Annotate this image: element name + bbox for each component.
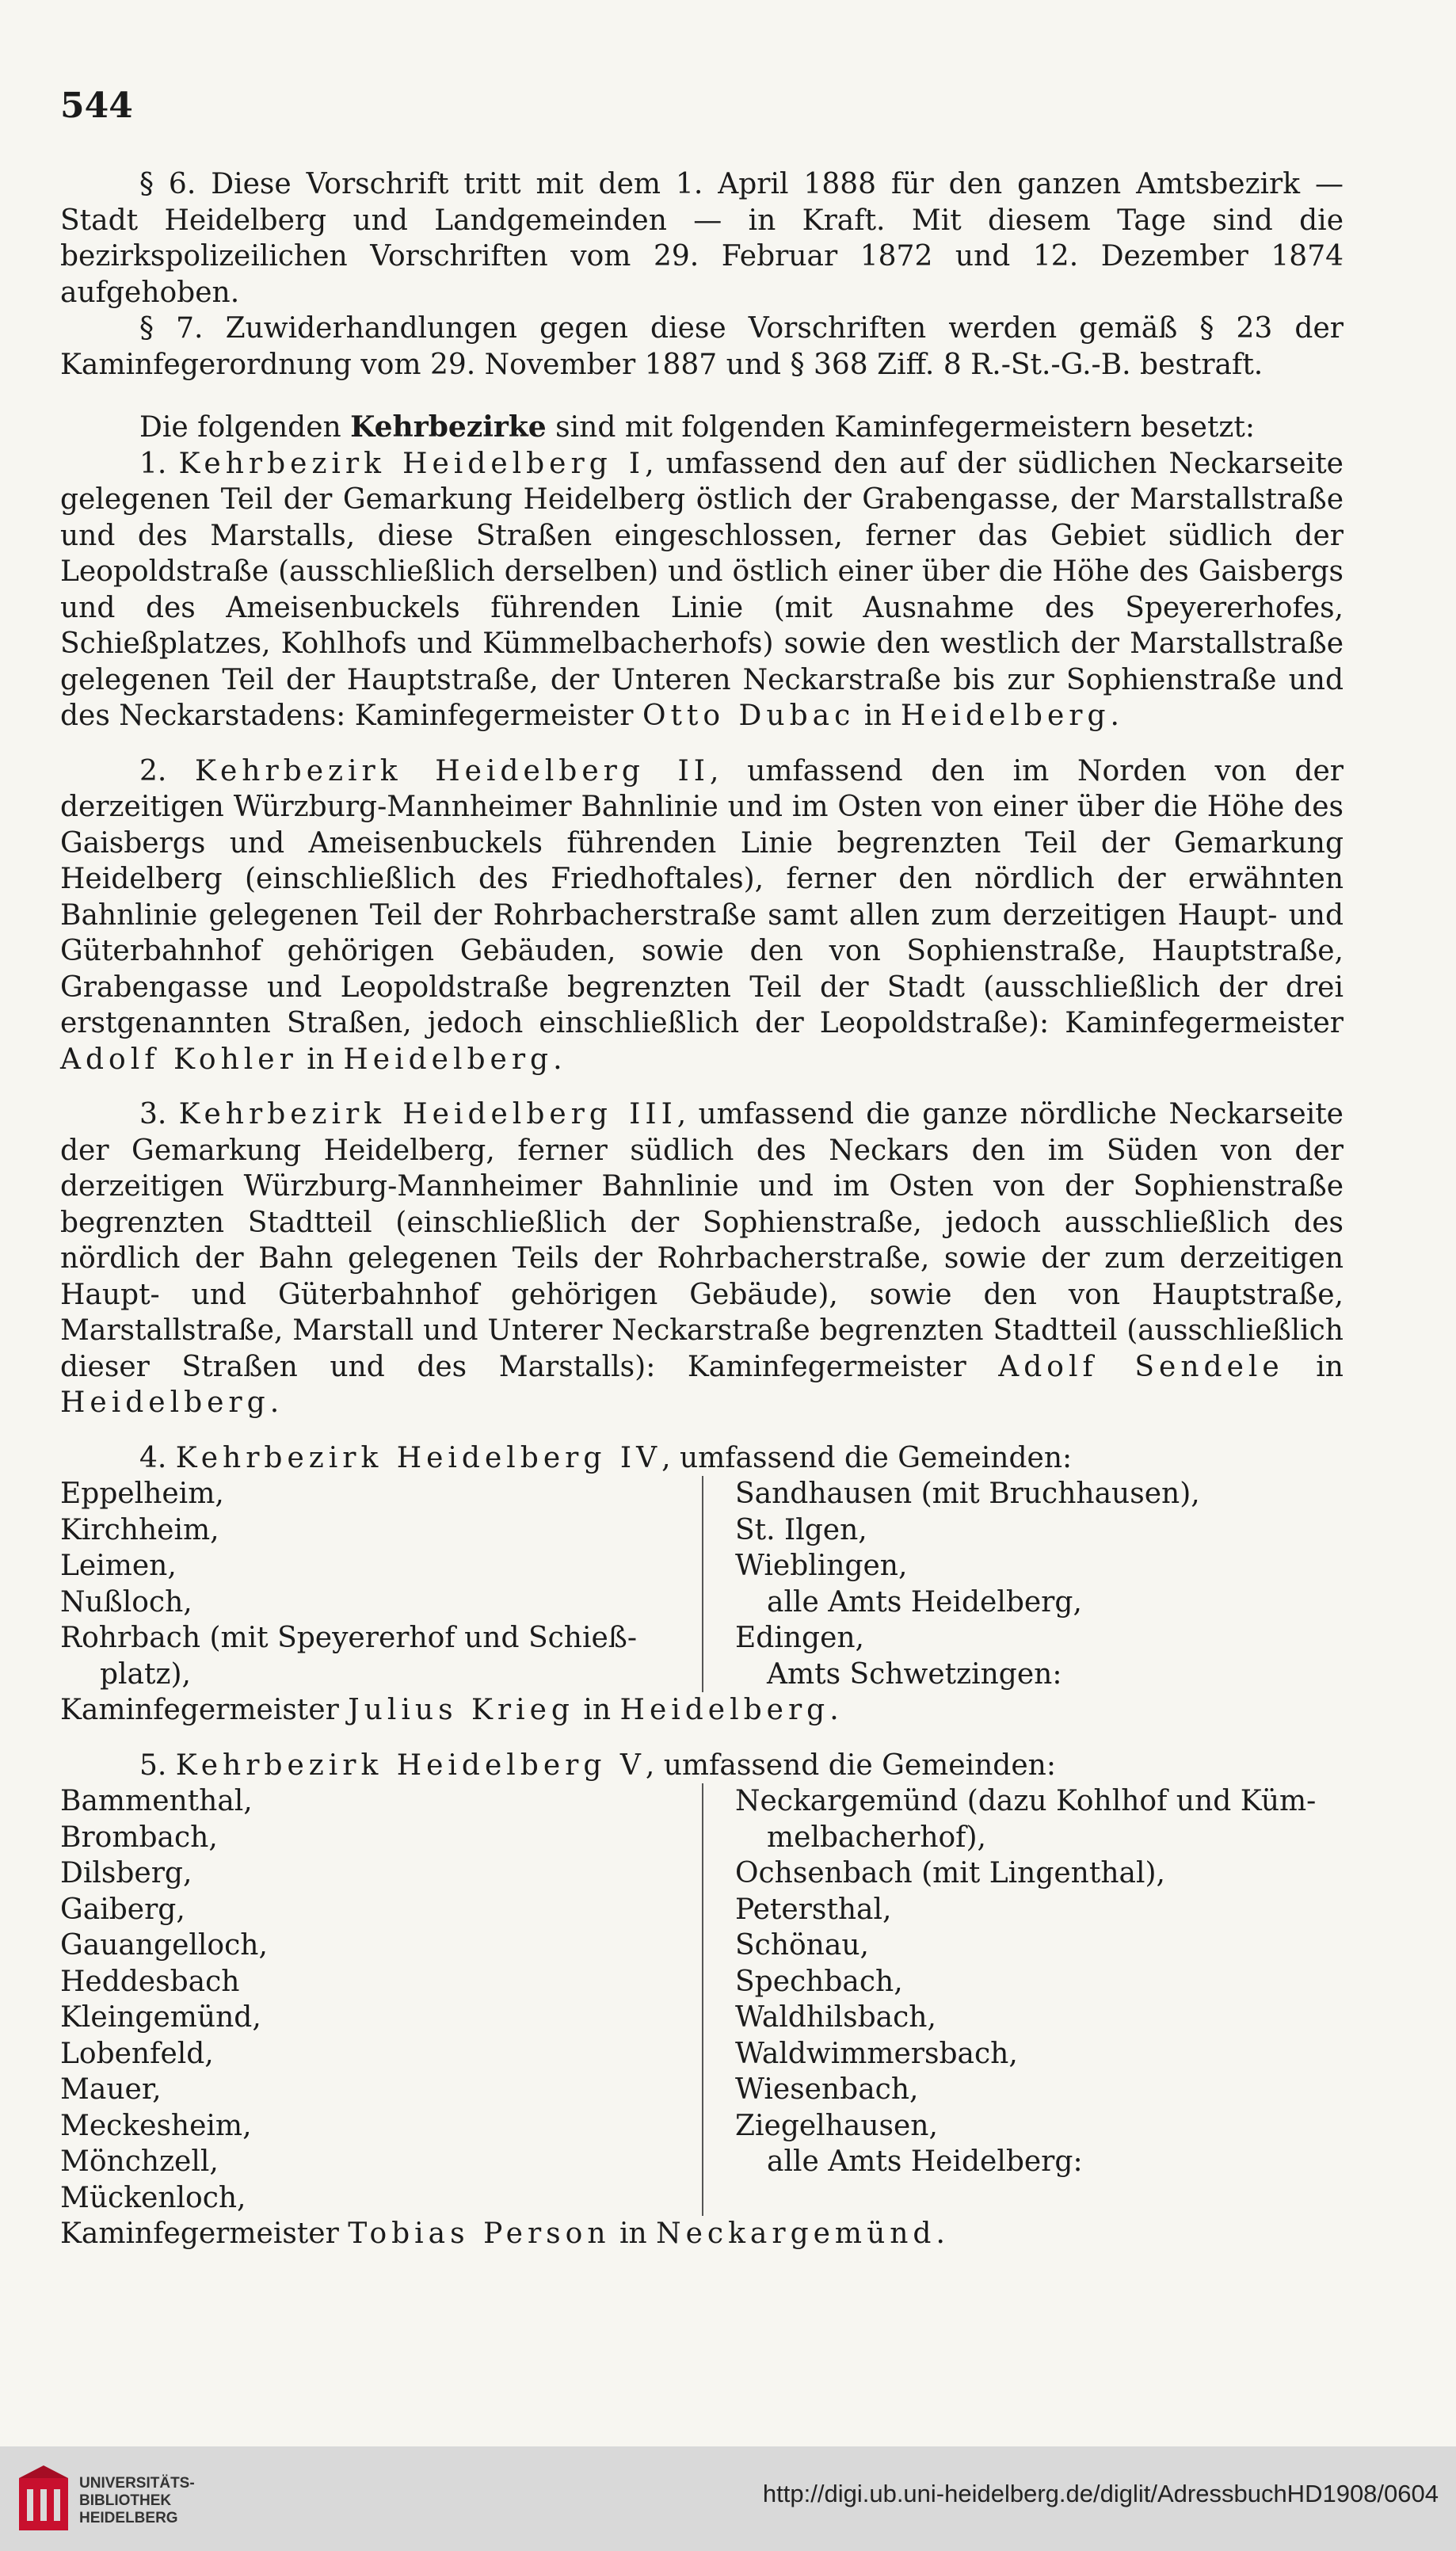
library-name: UNIVERSITÄTS- BIBLIOTHEK HEIDELBERG (79, 2475, 195, 2526)
district-5-master: Kaminfegermeister Tobias Person in Neckargemünd. (60, 2217, 945, 2250)
community: Wieblingen, (735, 1550, 908, 1582)
community: Neckargemünd (dazu Kohlhof und Küm- (735, 1785, 1317, 1817)
district-name: Kehrbezirk Heidelberg I (178, 447, 646, 480)
community: Meckesheim, (60, 2109, 252, 2142)
left-column (60, 1783, 702, 2216)
district-4-communities (60, 1476, 1344, 1692)
district-name: Kehrbezirk Heidelberg IV (175, 1441, 662, 1474)
page-text (60, 166, 1344, 2252)
community: St. Ilgen, (735, 1513, 867, 1546)
district-4-master: Kaminfegermeister Julius Krieg in Heidelberg. (60, 1694, 839, 1726)
district-1: 1. Kehrbezirk Heidelberg I, umfassend den auf der südlichen Neckarseite gelegenen Teil der Gemarkung Heidelberg östlich der Grabengasse, der Marstallstraße und des Marstalls, diese Straßen eingeschlossen, ferner das Gebiet südlich der Leopoldstraße (ausschließlich derselben) und östlich einer über die Höhe des Gaisbergs und des Ameisenbuckels führenden Linie (mit Ausnahme des Speyererhofes, Schießplatzes, Kohlhofs und Kümmelbacherhofs) sowie den westlich der Marstallstraße gelegenen Teil der Hauptstraße, der Unteren Neckarstraße bis zur Sophienstraße und des Neckarstadens: Kaminfegermeister Otto Dubac in Heidelberg. (60, 447, 1344, 732)
community: Edingen, (735, 1622, 865, 1654)
kehrbezirke-heading: Kehrbezirke (350, 410, 547, 444)
community: Mückenloch, (60, 2181, 246, 2214)
district-name: Kehrbezirk Heidelberg III (178, 1098, 677, 1131)
district-3: 3. Kehrbezirk Heidelberg III, umfassend die ganze nördliche Neckarseite der Gemarkung Heidelberg, ferner südlich des Neckars den im Süden von der derzeitigen Würzburg-Mannheimer Bahnlinie und im Osten von der Sophienstraße begrenzten Stadtteil (einschließlich der Sophienstraße, jedoch ausschließlich des nördlich der Bahn gelegenen Teils der Rohrbacherstraße, sowie der zum derzeitigen Haupt- und Güterbahnhof gehörigen Gebäude), sowie den von Hauptstraße, Marstallstraße, Marstall und Unterer Neckarstraße begrenzten Stadtteil (ausschließlich dieser Straßen und des Marstalls): Kaminfegermeister Adolf Sendele in Heidelberg. (60, 1098, 1344, 1419)
footer-bar (0, 2446, 1456, 2551)
community: Gaiberg, (60, 1893, 185, 1926)
master-place: Heidelberg (900, 700, 1111, 732)
community: Mauer, (60, 2073, 162, 2106)
community: Petersthal, (735, 1893, 892, 1926)
community: platz), (100, 1657, 191, 1691)
community: Waldwimmersbach, (735, 2037, 1018, 2070)
community: Spechbach, (735, 1965, 903, 1998)
community: Eppelheim, (60, 1478, 224, 1510)
page-number: 544 (60, 86, 133, 126)
community: Nußloch, (60, 1585, 192, 1619)
community: Brombach, (60, 1821, 218, 1854)
community-note: alle Amts Heidelberg, (767, 1585, 1082, 1619)
community: Heddesbach (60, 1965, 240, 1998)
community: Lobenfeld, (60, 2037, 214, 2070)
community: Kirchheim, (60, 1513, 219, 1546)
source-url[interactable]: http://digi.ub.uni-heidelberg.de/diglit/AdressbuchHD1908/0604 (762, 2480, 1439, 2507)
community: Rohrbach (mit Speyererhof und Schieß- (60, 1622, 637, 1654)
master-name: Tobias Person (348, 2217, 611, 2250)
community: Sandhausen (mit Bruchhausen), (735, 1478, 1200, 1510)
community: Ochsenbach (mit Lingenthal), (735, 1857, 1165, 1889)
community: Ziegelhausen, (735, 2109, 938, 2142)
intro-line: Die folgenden Kehrbezirke sind mit folgenden Kaminfegermeistern besetzt: (139, 410, 1255, 444)
community: Dilsberg, (60, 1857, 192, 1889)
district-name: Kehrbezirk Heidelberg V (175, 1748, 646, 1782)
district-5-heading: 5. Kehrbezirk Heidelberg V, umfassend die Gemeinden: (139, 1748, 1056, 1782)
community: Kleingemünd, (60, 2001, 261, 2034)
community: Waldhilsbach, (735, 2001, 936, 2034)
community: Leimen, (60, 1550, 177, 1582)
community: Gauangelloch, (60, 1929, 268, 1962)
community-note: Amts Schwetzingen: (767, 1657, 1062, 1691)
right-column (702, 1476, 1344, 1692)
district-5-communities (60, 1783, 1344, 2216)
district-2: 2. Kehrbezirk Heidelberg II, umfassend den im Norden von der derzeitigen Würzburg-Mannheimer Bahnlinie und im Osten von einer über die Höhe des Gaisbergs und Ameisenbuckels führenden Linie begrenzten Teil der Gemarkung Heidelberg (einschließlich des Friedhoftales), ferner den nördlich der erwähnten Bahnlinie gelegenen Teil der Rohrbacherstraße samt allen zum derzeitigen Haupt- und Güterbahnhof gehörigen Gebäuden, sowie den von Sophienstraße, Hauptstraße, Grabengasse und Leopoldstraße begrenzten Teil der Stadt (ausschließlich der drei erstgenannten Straßen, jedoch einschließlich der Leopoldstraße): Kaminfegermeister Adolf Kohler in Heidelberg. (60, 754, 1344, 1076)
section-6: § 6. Diese Vorschrift tritt mit dem 1. April 1888 für den ganzen Amtsbezirk — Stadt Heidelberg und Landgemeinden — in Kraft. Mit diesem Tage sind die bezirkspolizeilichen Vorschriften vom 29. Februar 1872 und 12. Dezember 1874 aufgehoben. (60, 168, 1344, 309)
community: Wiesenbach, (735, 2073, 919, 2106)
master-place: Heidelberg (343, 1043, 554, 1076)
community: melbacherhof), (767, 1821, 986, 1854)
master-name: Julius Krieg (348, 1694, 574, 1726)
community: Bammenthal, (60, 1785, 253, 1817)
master-name: Adolf Kohler (60, 1043, 298, 1076)
community: Schönau, (735, 1929, 869, 1962)
master-name: Otto Dubac (642, 700, 856, 732)
master-place: Heidelberg (619, 1694, 830, 1726)
master-place: Heidelberg (60, 1386, 270, 1419)
section-7: § 7. Zuwiderhandlungen gegen diese Vorschriften werden gemäß § 23 der Kaminfegerordnung vom 29. November 1887 und § 368 Ziff. 8 R.-St.-G.-B. bestraft. (60, 312, 1344, 381)
master-name: Adolf Sendele (998, 1350, 1284, 1383)
district-4-heading: 4. Kehrbezirk Heidelberg IV, umfassend die Gemeinden: (139, 1441, 1073, 1474)
left-column (60, 1476, 702, 1692)
district-name: Kehrbezirk Heidelberg II (195, 754, 710, 787)
master-place: Neckargemünd (656, 2217, 936, 2250)
community-note: alle Amts Heidelberg: (767, 2145, 1083, 2178)
community: Mönchzell, (60, 2145, 219, 2178)
right-column (702, 1783, 1344, 2216)
